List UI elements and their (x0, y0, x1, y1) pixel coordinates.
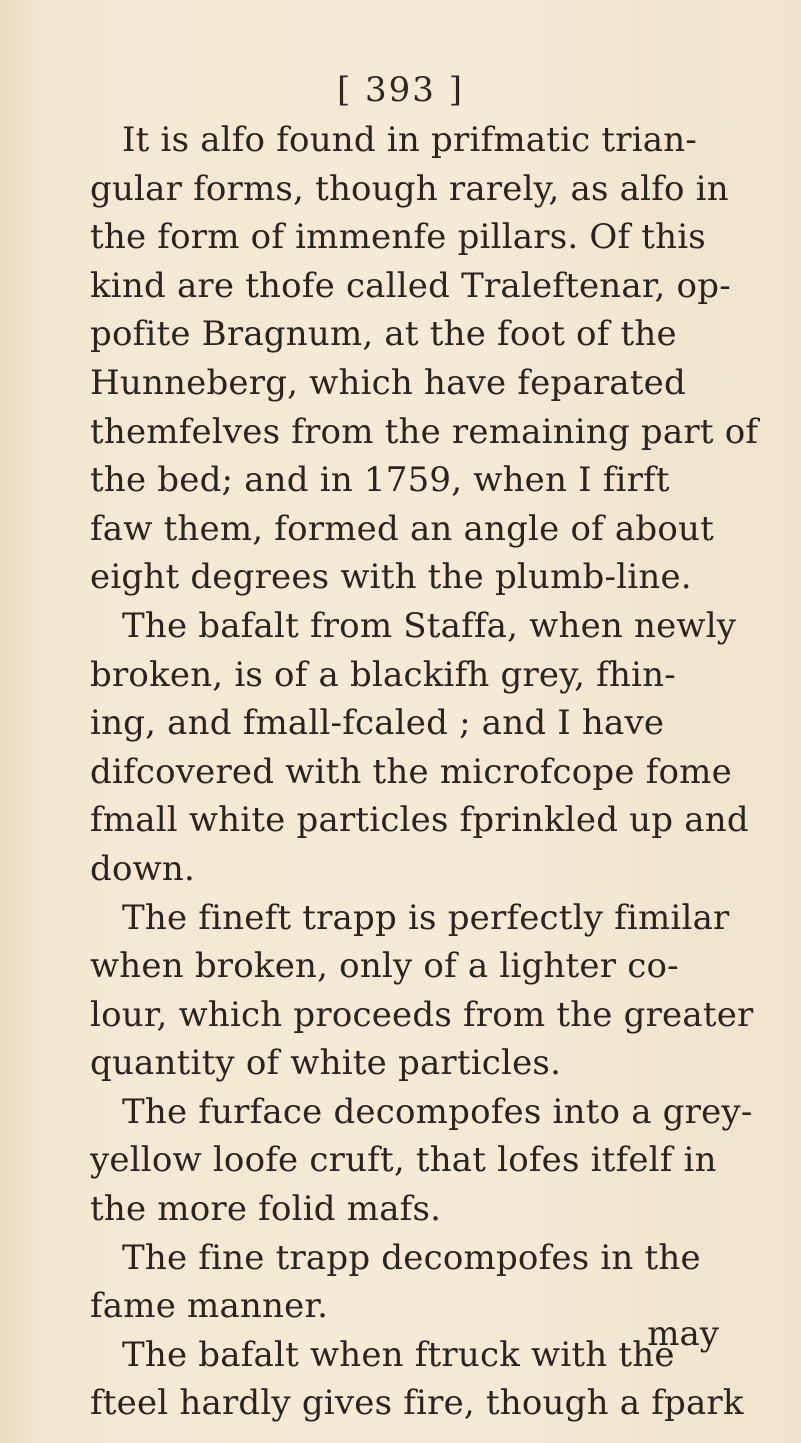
text-line: eight degrees with the plumb-line. (90, 557, 692, 598)
text-line: ing, and fmall-fcaled ; and I have (90, 703, 665, 744)
text-line: The bafalt when ftruck with the (122, 1334, 675, 1375)
text-line: difcovered with the microfcope fome (90, 751, 732, 792)
text-line: pofite Bragnum, at the foot of the (90, 314, 677, 355)
text-line: yellow loofe cruft, that lofes itfelf in (90, 1140, 717, 1181)
text-line: The bafalt from Staffa, when newly (122, 605, 737, 646)
catchword: may (647, 1314, 719, 1354)
text-line: fame manner. (90, 1286, 329, 1327)
text-line: fmall white particles fprinkled up and (90, 800, 749, 841)
text-line: the bed; and in 1759, when I firft (90, 460, 670, 501)
text-line: It is alfo found in prifmatic trian- (122, 120, 698, 160)
text-line: the form of immenfe pillars. Of this (90, 217, 706, 258)
text-line: fteel hardly gives fire, though a fpark (90, 1383, 744, 1424)
body-text (90, 116, 759, 1428)
page-number: [ 393 ] (336, 70, 465, 110)
text-line: themfelves from the remaining part of (90, 411, 759, 452)
text-line: the more folid mafs. (90, 1189, 442, 1230)
text-line: The furface decompofes into a grey- (122, 1091, 753, 1132)
text-line: when broken, only of a lighter co- (90, 946, 679, 987)
text-line: The fineft trapp is perfectly fimilar (122, 897, 730, 938)
text-line: kind are thofe called Traleftenar, op- (90, 265, 731, 306)
text-line: faw them, formed an angle of about (90, 508, 714, 549)
text-line: quantity of white particles. (90, 1043, 562, 1084)
text-line: down. (90, 848, 196, 889)
text-line: The fine trapp decompofes in the (122, 1237, 701, 1278)
text-line: Hunneberg, which have feparated (90, 362, 686, 403)
text-line: lour, which proceeds from the greater (90, 994, 754, 1035)
text-line: gular forms, though rarely, as alfo in (90, 168, 729, 209)
text-line: broken, is of a blackifh grey, fhin- (90, 654, 676, 695)
